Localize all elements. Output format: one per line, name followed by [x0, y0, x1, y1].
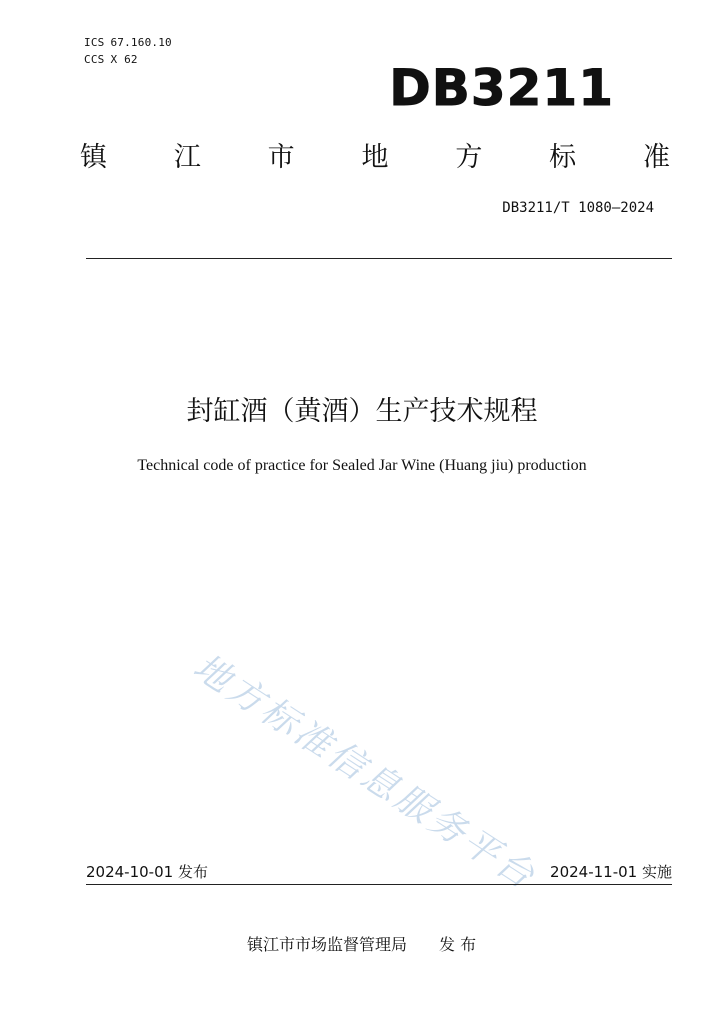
standard-number: DB3211/T 1080—2024 — [502, 200, 654, 216]
org-title-char: 准 — [642, 142, 670, 173]
document-subtitle-en: Technical code of practice for Sealed Jar Wine (Huang jiu) production — [137, 457, 587, 474]
watermark-text: 地方标准信息服务平台 — [185, 646, 544, 899]
org-title-char: 镇 — [80, 142, 107, 173]
ccs-label: CCS — [84, 53, 105, 66]
ics-value: 67.160.10 — [110, 36, 172, 49]
implementation-date: 2024-11-01 实施 — [550, 863, 672, 881]
issuer-action: 发 布 — [439, 935, 477, 954]
document-title: 封缸酒（黄酒）生产技术规程 — [186, 396, 538, 427]
issuer — [247, 934, 476, 956]
issuer-name: 镇江市市场监督管理局 — [247, 935, 408, 954]
org-title-char: 江 — [173, 142, 201, 173]
ccs-value: X 62 — [110, 53, 138, 66]
bottom-divider — [86, 884, 672, 885]
ics-line — [84, 34, 172, 51]
org-title-char: 地 — [361, 142, 389, 173]
org-title-char: 方 — [455, 142, 483, 173]
org-title-char: 市 — [267, 142, 295, 173]
release-date: 2024-10-01 发布 — [86, 863, 208, 881]
classification-codes — [84, 34, 172, 68]
org-title — [80, 138, 670, 178]
org-title-char: 标 — [549, 142, 577, 173]
top-divider — [86, 258, 672, 259]
ccs-line — [84, 51, 172, 68]
ics-label: ICS — [84, 36, 105, 49]
db-logo: DB3211 — [389, 59, 614, 117]
